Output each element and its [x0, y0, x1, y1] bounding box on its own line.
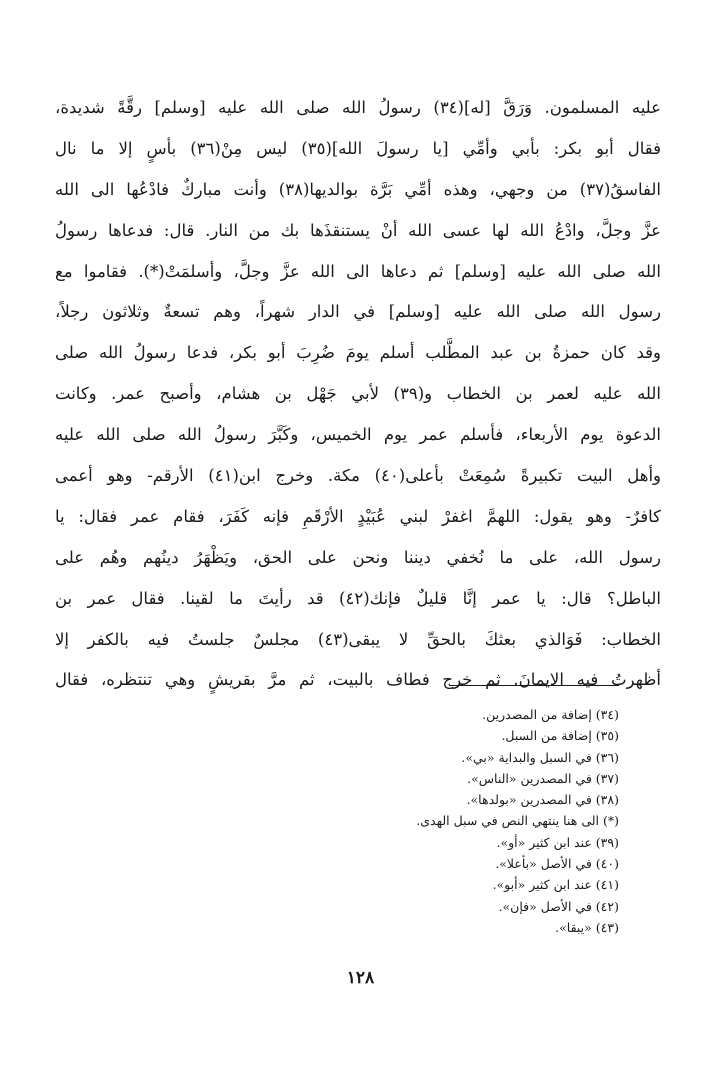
footnote: (٣٦) في السبل والبداية «بي». [461, 749, 619, 765]
footnote: (٣٩) عند ابن كثير «أو». [496, 834, 619, 850]
text-line: رسول الله، على ما نُخفي ديننا ونحن على الحق، ويَظْهَرُ دينُهم وهُم على [55, 547, 661, 567]
footnote: (٤٢) في الأصل «فإن». [498, 898, 619, 914]
footnote: (٤١) عند ابن كثير «أبو». [492, 877, 619, 893]
footnote-separator [449, 685, 619, 686]
footnotes-block [259, 704, 619, 938]
footnote: (٣٥) إضافة من السبل. [501, 728, 619, 744]
footnote: (٤٠) في الأصل «بأعلا». [495, 856, 619, 872]
text-line: كافرٌ- وهو يقول: اللهمَّ اغفرْ لبني عُبَيْدٍ الأرْقَمِ فإنه كَفَرَ، فقام عمر فقال: يا [55, 506, 661, 526]
text-line: رسول الله صلى الله عليه [وسلم] في الدار شهراً، وهم تسعةٌ وثلاثون رجلاً، [55, 302, 661, 322]
text-line: الباطل؟ قال: يا عمر إنَّا قليلٌ فإنك(٤٢) قد رأيتَ ما لقينا. فقال عمر بن [55, 588, 661, 608]
footnote: (٣٤) إضافة من المصدرين. [482, 707, 619, 722]
footnote: (٤٣) «يبقا». [555, 919, 619, 935]
text-line: الدعوة يوم الأربعاء، فأسلم عمر يوم الخميس، وكَبَّرَ رسولُ الله صلى الله عليه [55, 425, 661, 445]
text-line: فقال أبو بكر: بأبي وأمِّي [يا رسولَ الله](٣٥) ليس مِنْ(٣٦) بأسٍ إلا ما نال [55, 138, 661, 158]
text-line: الفاسقُ(٣٧) من وجهي، وهذه أمِّي بَرَّة بوالديها(٣٨) وأنت مباركٌ فادْعُها الى الله [55, 179, 661, 199]
footnote: (٣٨) في المصدرين «بولدها». [466, 792, 619, 808]
text-line: أظهرتُ فيه الايمانَ. ثم خرج فطاف بالبيت، ثم مرَّ بقريشٍ وهي تنتظره، فقال [55, 670, 661, 690]
text-line: الخطاب: فَوَالذي بعثكَ بالحقِّ لا يبقى(٤٣) مجلسٌ جلستُ فيه بالكفر إلا [55, 629, 661, 649]
page-number: ١٢٨ [346, 968, 375, 988]
text-line: وأهل البيت تكبيرةً سُمِعَتْ بأعلى(٤٠) مكة. وخرج ابن(٤١) الأرقم- وهو أعمى [55, 466, 661, 486]
text-line: الله عليه لعمر بن الخطاب و(٣٩) لأبي جَهْل بن هشام، وأصبح عمر. وكانت [55, 384, 661, 404]
footnote: (*) الى هنا ينتهي النص في سبل الهدى. [416, 813, 619, 829]
text-line: الله صلى الله عليه [وسلم] ثم دعاها الى الله عزَّ وجلَّ، وأسلمَتْ(*). فقاموا مع [55, 261, 661, 281]
text-line: وقد كان حمزةُ بن عبد المطَّلب أسلم يومَ ضُرِبَ أبو بكر، فدعا رسولُ الله صلى [55, 343, 661, 363]
footnote: (٣٧) في المصدرين «الناس». [467, 770, 619, 786]
text-line: عزَّ وجلَّ، وادْعُ الله لها عسى الله أنْ يستنقذَها بك من النار. قال: فدعاها رسولُ [55, 220, 661, 240]
text-line: عليه المسلمون. وَرَقَّ [له](٣٤) رسولُ الله صلى الله عليه [وسلم] رقَّةً شديدة، [55, 98, 661, 117]
main-text-block [55, 88, 661, 701]
